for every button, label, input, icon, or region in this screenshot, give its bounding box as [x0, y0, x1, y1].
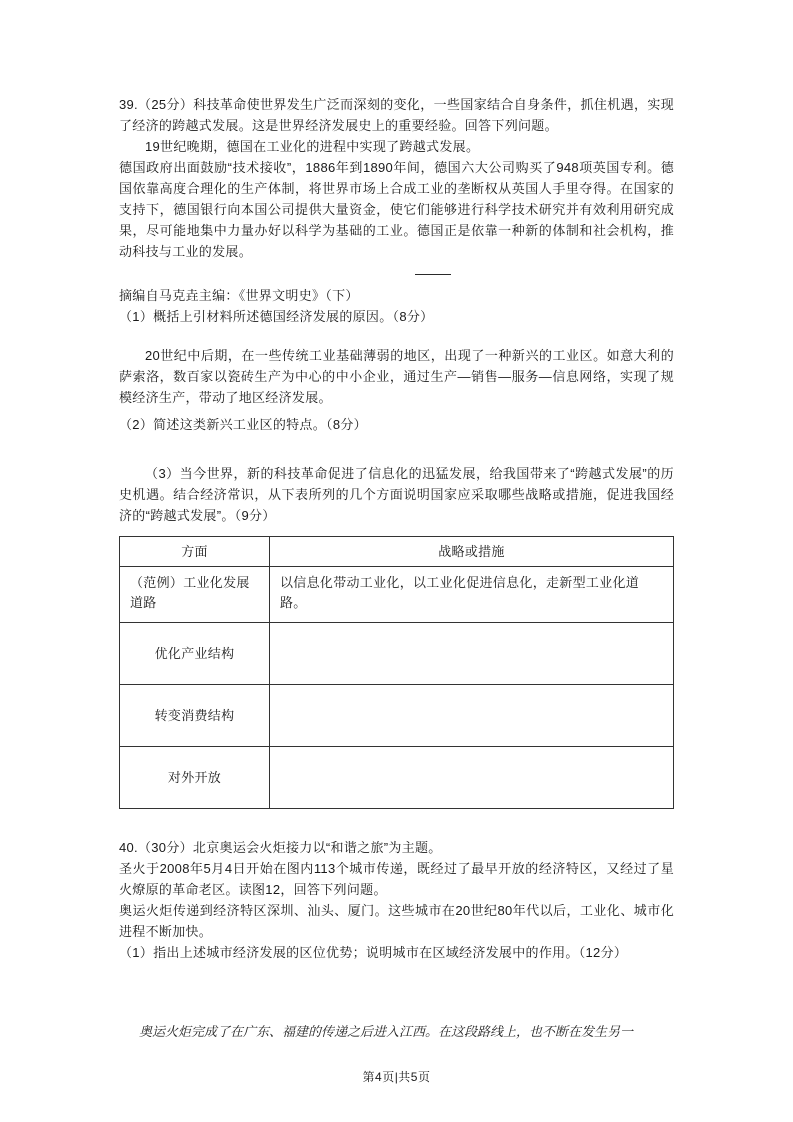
q39-paragraph-2: 德国政府出面鼓励“技术接收”，1886年到1890年间，德国六大公司购买了948项英国专利。德国依靠高度合理化的生产体制，将世界市场上合成工业的垄断权从英国人手里夺得。在国家的支持下，德国银行向本国公司提供大量资金，使它们能够进行科学技术研究并有效利用研究成果，尽可能地集中力量办好以科学为基础的工业。德国正是依靠一种新的体制和社会机构，推动科技与工业的发展。 [119, 160, 674, 259]
table-cell-aspect: 优化产业结构 [120, 623, 270, 685]
q40-paragraph-2: 奥运火炬传递到经济特区深圳、汕头、厦门。这些城市在20世纪80年代以后，工业化、城市化进程不断加快。 [119, 903, 674, 939]
table-cell-measure [270, 685, 674, 747]
q39-paragraph-3: 20世纪中后期，在一些传统工业基础薄弱的地区，出现了一种新兴的工业区。如意大利的萨索洛，数百家以瓷砖生产为中心的中小企业，通过生产—销售—服务—信息网络，实现了规模经济生产，带动了地区经济发展。 [119, 348, 674, 405]
table-row [120, 685, 674, 747]
table-row [120, 747, 674, 809]
table-header-aspect: 方面 [120, 537, 270, 567]
q40-subquestion-1: （1）指出上述城市经济发展的区位优势；说明城市在区域经济发展中的作用。（12分） [119, 945, 628, 960]
q40-paragraph-1: 圣火于2008年5月4日开始在图内113个城市传递，既经过了最早开放的经济特区，又经过了星火燎原的革命老区。读图12，回答下列问题。 [119, 861, 674, 897]
table-header-row [120, 537, 674, 567]
q39-subquestion-2: （2）简述这类新兴工业区的特点。（8分） [119, 417, 367, 432]
q39-paragraph-1: 19世纪晚期，德国在工业化的进程中实现了跨越式发展。 [145, 139, 480, 154]
table-cell-measure [270, 747, 674, 809]
table-header-measure: 战略或措施 [270, 537, 674, 567]
section-divider [415, 274, 451, 275]
q39-intro: 39.（25分）科技革命使世界发生广泛而深刻的变化，一些国家结合自身条件，抓住机遇，实现了经济的跨越式发展。这是世界经济发展史上的重要经验。回答下列问题。 [119, 97, 674, 133]
table-row [120, 623, 674, 685]
table-cell-aspect: 转变消费结构 [120, 685, 270, 747]
table-cell-measure: 以信息化带动工业化，以工业化促进信息化，走新型工业化道路。 [270, 567, 674, 623]
strategy-table [119, 536, 674, 809]
table-cell-aspect: 对外开放 [120, 747, 270, 809]
torch-relay-note: 奥运火炬完成了在广东、福建的传递之后进入江西。在这段路线上，也不断在发生另一 [139, 1024, 634, 1039]
table-cell-measure [270, 623, 674, 685]
page-number: 第4页|共5页 [362, 1070, 431, 1084]
q39-subquestion-3: （3）当今世界，新的科技革命促进了信息化的迅猛发展，给我国带来了“跨越式发展”的历史机遇。结合经济常识，从下表所列的几个方面说明国家应采取哪些战略或措施，促进我国经济的“跨越式发展”。（9分） [119, 466, 674, 523]
q39-source-citation: 摘编自马克垚主编：《世界文明史》（下） [119, 288, 359, 303]
table-cell-aspect: （范例）工业化发展道路 [120, 567, 270, 623]
q39-subquestion-1: （1）概括上引材料所述德国经济发展的原因。（8分） [119, 309, 434, 324]
q40-intro: 40.（30分）北京奥运会火炬接力以“和谐之旅”为主题。 [119, 840, 442, 855]
table-row [120, 567, 674, 623]
